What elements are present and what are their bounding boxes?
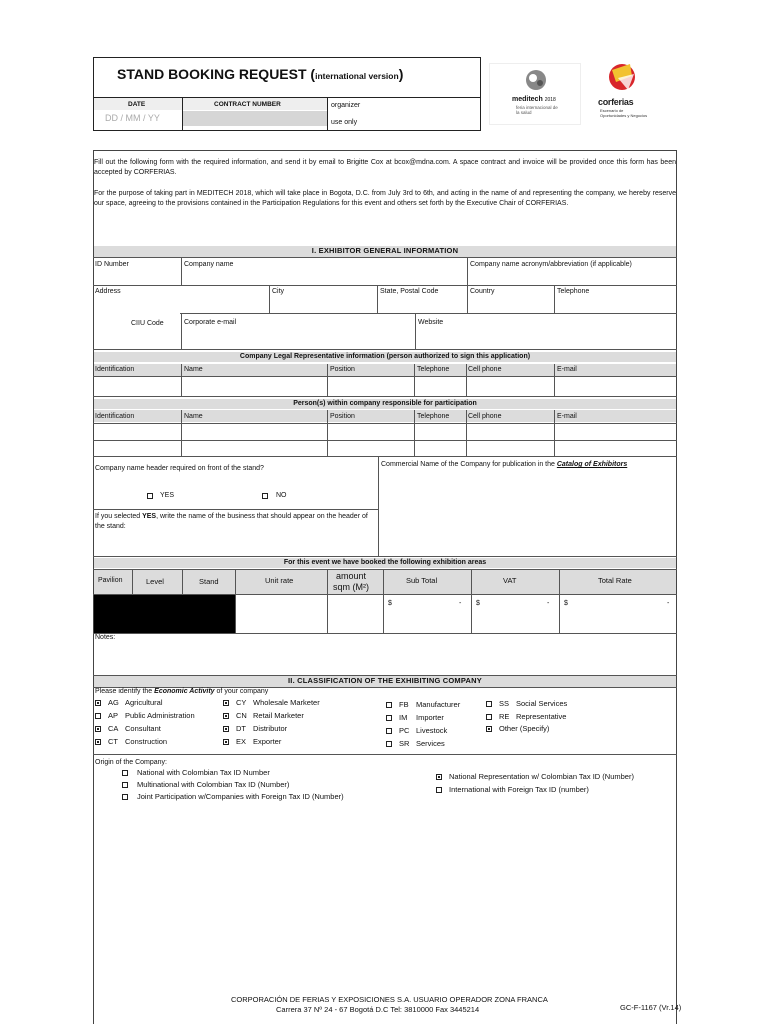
acronym-label: Company name acronym/abbreviation (if applicable)	[470, 261, 632, 268]
catalog-name-field[interactable]	[380, 472, 676, 554]
activity-fb-checkbox[interactable]	[386, 702, 392, 708]
vat-currency: $	[476, 600, 480, 607]
telephone-field[interactable]	[555, 298, 676, 312]
activity-ss-code: SS	[499, 699, 510, 708]
origin-national-rep-label: National Representation w/ Colombian Tax ID (Number)	[449, 772, 634, 781]
page-title: STAND BOOKING REQUEST (international version)	[117, 66, 404, 82]
activity-ss-checkbox[interactable]	[486, 701, 492, 707]
activity-sr-code: SR	[399, 739, 410, 748]
corporate-email-field[interactable]	[182, 330, 414, 348]
booking-amount-field[interactable]	[328, 595, 382, 633]
activity-ap-checkbox[interactable]	[95, 713, 101, 719]
section-2-title: II. CLASSIFICATION OF THE EXHIBITING COMPANY	[94, 676, 676, 687]
header-question: Company name header required on front of the stand?	[95, 465, 264, 472]
total-currency: $	[564, 600, 568, 607]
persons-col-name: Name	[184, 413, 203, 420]
persons-col-cell: Cell phone	[468, 413, 502, 420]
activity-ex-label: Exporter	[253, 737, 282, 746]
activity-cn-code: CN	[236, 711, 247, 720]
use-only-label: use only	[331, 119, 358, 126]
no-label: NO	[276, 492, 287, 499]
origin-joint-label: Joint Participation w/Companies with Foreign Tax ID (Number)	[137, 792, 344, 801]
activity-im-checkbox[interactable]	[386, 715, 392, 721]
activity-other-label: Other (Specify)	[499, 724, 550, 733]
legal-rep-col-email: E-mail	[557, 366, 577, 373]
activity-ap-label: Public Administration	[125, 711, 195, 720]
origin-international-label: International with Foreign Tax ID (number)	[449, 785, 589, 794]
booking-col-total-rate: Total Rate	[598, 576, 632, 585]
section-1-title: I. EXHIBITOR GENERAL INFORMATION	[94, 246, 676, 257]
origin-multinational-label: Multinational with Colombian Tax ID (Number)	[137, 780, 290, 789]
booking-reserved-block	[94, 595, 235, 633]
address-label: Address	[95, 288, 121, 295]
origin-title: Origin of the Company:	[95, 759, 167, 766]
persons-col-position: Position	[330, 413, 355, 420]
activity-re-code: RE	[499, 712, 510, 721]
activity-ex-code: EX	[236, 737, 247, 746]
origin-international-checkbox[interactable]	[436, 787, 442, 793]
activity-pc-code: PC	[399, 726, 410, 735]
yes-checkbox[interactable]	[147, 493, 153, 499]
activity-dt-label: Distributor	[253, 724, 288, 733]
corferias-name: corferias	[598, 97, 634, 107]
activity-ag-checkbox[interactable]	[95, 700, 101, 706]
activity-other-checkbox[interactable]	[486, 726, 492, 732]
website-label: Website	[418, 319, 444, 326]
activity-fb-code: FB	[399, 700, 409, 709]
booking-title: For this event we have booked the following exhibition areas	[94, 558, 676, 568]
legal-rep-row[interactable]	[94, 377, 676, 395]
telephone-label: Telephone	[557, 288, 590, 295]
corferias-logo	[592, 60, 660, 126]
legal-rep-col-identification: Identification	[95, 366, 135, 373]
catalog-label: Commercial Name of the Company for publication in the Catalog of Exhibitors	[381, 461, 628, 468]
activity-dt-checkbox[interactable]	[223, 726, 229, 732]
vat-value: -	[547, 600, 550, 607]
activity-ss-label: Social Services	[516, 699, 568, 708]
no-checkbox[interactable]	[262, 493, 268, 499]
legal-rep-col-cell: Cell phone	[468, 366, 502, 373]
footer-address: Carrera 37 Nº 24 - 67 Bogotá D.C Tel: 3810000 Fax 3445214	[276, 1005, 480, 1014]
activity-re-label: Representative	[516, 712, 567, 721]
activity-cn-label: Retail Marketer	[253, 711, 304, 720]
website-field[interactable]	[416, 330, 676, 348]
if-yes-instruction: If you selected YES, write the name of the business that should appear on the header of the stand:	[95, 513, 368, 530]
activity-ca-code: CA	[108, 724, 119, 733]
footer-form-code: GC-F-1167 (Vr.14)	[620, 1003, 682, 1012]
activity-ct-code: CT	[108, 737, 118, 746]
activity-cy-code: CY	[236, 698, 247, 707]
organizer-label: organizer	[331, 102, 361, 109]
activity-ca-label: Consultant	[125, 724, 161, 733]
meditech-sub: feria internacional de la salud	[516, 105, 558, 115]
activity-ct-label: Construction	[125, 737, 168, 746]
persons-title: Person(s) within company responsible for participation	[94, 399, 676, 409]
subtotal-value: -	[459, 600, 462, 607]
booking-unit-rate-field[interactable]	[236, 595, 326, 633]
booking-col-amount: amount	[336, 571, 367, 581]
intro-paragraph-1: Fill out the following form with the required information, and send it by email to Brigitte Cox at bcox@mdna.com. A space contract and invoice will be provided once this form has been accepted by CORFERIAS.	[94, 159, 676, 176]
activity-re-checkbox[interactable]	[486, 714, 492, 720]
origin-national-checkbox[interactable]	[122, 770, 128, 776]
activity-cy-label: Wholesale Marketer	[253, 698, 320, 707]
city-field[interactable]	[270, 298, 376, 312]
footer-company: CORPORACIÓN DE FERIAS Y EXPOSICIONES S.A. USUARIO OPERADOR ZONA FRANCA	[231, 995, 548, 1004]
activity-ap-code: AP	[108, 711, 119, 720]
activity-dt-code: DT	[236, 724, 246, 733]
activity-sr-checkbox[interactable]	[386, 741, 392, 747]
origin-joint-checkbox[interactable]	[122, 794, 128, 800]
booking-col-stand: Stand	[199, 577, 219, 586]
activity-cy-checkbox[interactable]	[223, 700, 229, 706]
booking-col-level: Level	[146, 577, 164, 586]
notes-field[interactable]	[94, 644, 676, 674]
persons-col-identification: Identification	[95, 413, 135, 420]
country-field[interactable]	[468, 298, 553, 312]
economic-activity-prompt: Please identify the Economic Activity of your company	[95, 688, 269, 695]
booking-col-pavilion: Pavilion	[98, 577, 123, 584]
contract-label: CONTRACT NUMBER	[214, 101, 281, 108]
intro-paragraph-2: For the purpose of taking part in MEDITECH 2018, which will take place in Bogota, D.C. from July 3rd to 6th, and acting in the name of and representing the company, we hereby reserve our space, agreeing to the provisions contained in the Participation Regulations for this event and others set forth by the Executive Chair of CORFERIAS.	[94, 190, 676, 207]
legal-rep-col-position: Position	[330, 366, 355, 373]
legal-rep-title: Company Legal Representative information (person authorized to sign this application)	[94, 352, 676, 362]
activity-ag-label: Agricultural	[125, 698, 163, 707]
address-field[interactable]	[94, 298, 268, 312]
booking-col-subtotal: Sub Total	[406, 576, 438, 585]
total-value: -	[667, 600, 670, 607]
activity-fb-label: Manufacturer	[416, 700, 461, 709]
origin-multinational-checkbox[interactable]	[122, 782, 128, 788]
notes-label: Notes:	[95, 634, 116, 641]
activity-ct-checkbox[interactable]	[95, 739, 101, 745]
origin-national-rep-checkbox[interactable]	[436, 774, 442, 780]
corferias-sub: Escenario de Oportunidades y Negocios	[600, 108, 648, 118]
legal-rep-col-name: Name	[184, 366, 203, 373]
meditech-logo	[489, 63, 581, 125]
activity-ag-code: AG	[108, 698, 119, 707]
acronym-field[interactable]	[468, 270, 676, 284]
persons-col-telephone: Telephone	[417, 413, 450, 420]
legal-rep-col-telephone: Telephone	[417, 366, 450, 373]
activity-ex-checkbox[interactable]	[223, 739, 229, 745]
yes-label: YES	[160, 492, 175, 499]
id-number-label: ID Number	[95, 261, 129, 268]
date-placeholder: DD / MM / YY	[105, 113, 160, 123]
activity-im-code: IM	[399, 713, 408, 722]
activity-im-label: Importer	[416, 713, 444, 722]
stand-header-name-field[interactable]	[94, 534, 377, 554]
activity-pc-checkbox[interactable]	[386, 728, 392, 734]
booking-col-vat: VAT	[503, 576, 517, 585]
contract-number-input[interactable]	[183, 111, 327, 126]
id-number-field[interactable]	[94, 270, 180, 284]
activity-cn-checkbox[interactable]	[223, 713, 229, 719]
persons-row-1[interactable]	[94, 424, 676, 439]
activity-sr-label: Services	[416, 739, 445, 748]
booking-col-sqm: sqm (M²)	[333, 582, 369, 592]
ciiu-label: CIIU Code	[131, 320, 164, 327]
company-name-label: Company name	[184, 261, 234, 268]
meditech-name: meditech 2018	[512, 96, 556, 103]
city-label: City	[272, 288, 285, 295]
activity-pc-label: Livestock	[416, 726, 448, 735]
date-label: DATE	[128, 101, 146, 108]
corporate-email-label: Corporate e-mail	[184, 319, 237, 326]
state-field[interactable]	[378, 298, 466, 312]
origin-national-label: National with Colombian Tax ID Number	[137, 768, 270, 777]
activity-ca-checkbox[interactable]	[95, 726, 101, 732]
country-label: Country	[470, 288, 495, 295]
subtotal-currency: $	[388, 600, 392, 607]
persons-col-email: E-mail	[557, 413, 577, 420]
persons-row-2[interactable]	[94, 441, 676, 456]
state-label: State, Postal Code	[380, 288, 439, 295]
booking-col-unit-rate: Unit rate	[265, 576, 294, 585]
company-name-field[interactable]	[182, 270, 466, 284]
